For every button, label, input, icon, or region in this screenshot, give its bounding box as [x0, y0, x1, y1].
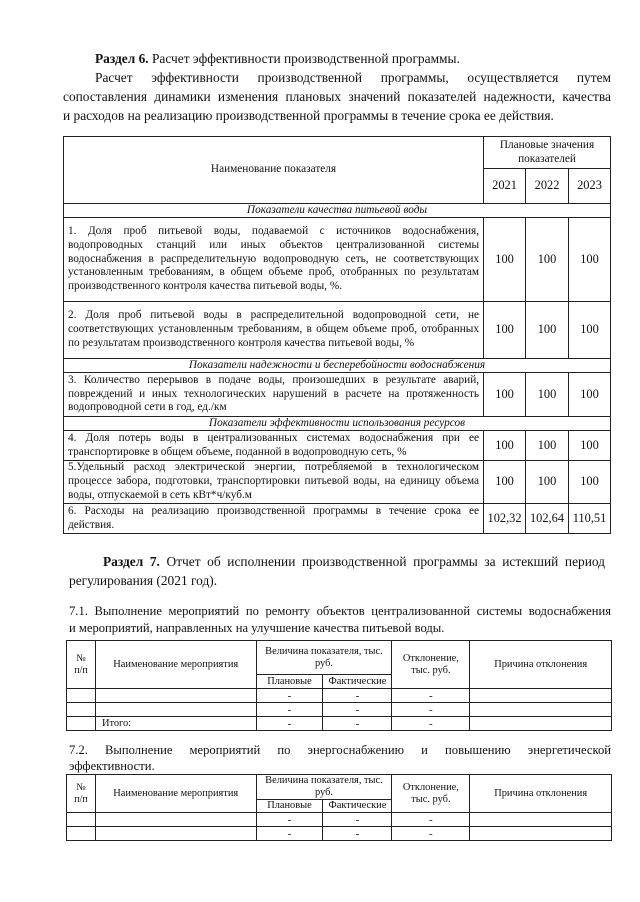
row-value: 100: [569, 373, 611, 417]
row-value: 100: [484, 461, 526, 504]
total-label: Итого:: [95, 717, 256, 731]
cell-dash: -: [323, 827, 392, 841]
header-number: № п/п: [67, 641, 96, 689]
table-row: [67, 689, 612, 703]
cell-dash: -: [392, 703, 470, 717]
row-value: 100: [484, 302, 526, 359]
cell-dash: -: [256, 717, 323, 731]
section6-line1: Расчет эффективности производственной программы, осуществляется путем: [95, 70, 611, 85]
row-value: 100: [569, 431, 611, 461]
row-indicator-text: 1. Доля проб питьевой воды, подаваемой с источников водоснабжения, водопроводных станций или иных объектов централизованной системы водоснабжения в распределительную водопроводную сеть, не соответствующих установленным требованиям, в общем объеме проб, отобранных по результатам производственного контроля качества питьевой воды, %.: [64, 218, 484, 302]
table-row: [67, 813, 612, 827]
row-value: 100: [526, 218, 569, 302]
table-row: [67, 717, 612, 731]
table-row: [64, 373, 611, 417]
header-measure-name: Наименование мероприятия: [95, 775, 256, 813]
sub72-line1: 7.2. Выполнение мероприятий по энергоснабжению и повышению энергетической: [69, 743, 611, 757]
section6-title-bold: Раздел 6.: [95, 51, 149, 66]
table-row: [64, 218, 611, 302]
table-row: [64, 461, 611, 504]
row-value: 100: [526, 431, 569, 461]
table-row: [67, 827, 612, 841]
table-row: [64, 431, 611, 461]
table-row: [64, 504, 611, 534]
header-planned: Плановые: [256, 675, 323, 689]
row-indicator-text: 6. Расходы на реализацию производственной программы в течение срока ее действия.: [64, 504, 484, 534]
table-row: [67, 703, 612, 717]
cell-dash: -: [392, 827, 470, 841]
group-title-reliability: Показатели надежности и бесперебойности водоснабжения: [64, 359, 611, 373]
table-row: [64, 302, 611, 359]
row-value: 100: [569, 302, 611, 359]
cell-dash: -: [256, 827, 323, 841]
header-value: Величина показателя, тыс. руб.: [256, 641, 392, 675]
row-value: 100: [484, 373, 526, 417]
section6-title-text: Расчет эффективности производственной программы.: [148, 51, 460, 66]
header-reason: Причина отклонения: [470, 641, 612, 689]
section6-line2: сопоставления динамики изменения плановых значений показателей надежности, качества: [63, 89, 611, 104]
section7-title-text: Отчет об исполнении производственной программы за истекший период: [159, 554, 605, 569]
cell-dash: -: [392, 717, 470, 731]
header-actual: Фактические: [323, 675, 392, 689]
header-number: № п/п: [67, 775, 96, 813]
row-value: 100: [569, 461, 611, 504]
section6-title: [95, 49, 615, 68]
row-value: 100: [526, 302, 569, 359]
row-value: 110,51: [569, 504, 611, 534]
cell-dash: -: [323, 689, 392, 703]
group-title-efficiency: Показатели эффективности использования ресурсов: [64, 417, 611, 431]
header-indicator-name: Наименование показателя: [64, 137, 484, 204]
row-indicator-text: 4. Доля потерь воды в централизованных системах водоснабжения при ее транспортировке в общем объеме, поданной в водопроводную сеть, %: [64, 431, 484, 461]
cell-dash: -: [323, 703, 392, 717]
cell-dash: -: [256, 689, 323, 703]
header-year-2023: 2023: [569, 169, 611, 204]
row-value: 100: [484, 431, 526, 461]
section6-line3: и расходов на реализацию производственной программы в течение срока ее действия.: [63, 108, 554, 123]
header-year-2022: 2022: [526, 169, 569, 204]
indicators-table: [63, 136, 611, 534]
cell-dash: -: [323, 813, 392, 827]
row-value: 100: [526, 461, 569, 504]
cell-dash: -: [392, 813, 470, 827]
header-measure-name: Наименование мероприятия: [95, 641, 256, 689]
sub71-line1: 7.1. Выполнение мероприятий по ремонту объектов централизованной системы водоснабжения: [69, 604, 611, 618]
header-deviation: Отклонение, тыс. руб.: [392, 775, 470, 813]
header-planned: Плановые: [256, 800, 323, 813]
row-value: 102,32: [484, 504, 526, 534]
section7-title-bold: Раздел 7.: [103, 554, 160, 569]
sub71-line2: и мероприятий, направленных на улучшение качества питьевой воды.: [69, 621, 445, 635]
repair-measures-table: [66, 640, 612, 731]
row-value: 102,64: [526, 504, 569, 534]
row-value: 100: [569, 218, 611, 302]
energy-measures-table: [66, 774, 612, 841]
header-value: Величина показателя, тыс. руб.: [256, 775, 392, 800]
row-indicator-text: 5.Удельный расход электрической энергии, потребляемой в технологическом процессе забора, подготовки, транспортировки питьевой воды, на единицу объема воды, отпускаемой в сеть кВт*ч/куб.м: [64, 461, 484, 504]
cell-dash: -: [256, 703, 323, 717]
header-actual: Фактические: [323, 800, 392, 813]
header-plan-values: Плановые значения показателей: [484, 137, 611, 169]
cell-dash: -: [323, 717, 392, 731]
header-reason: Причина отклонения: [470, 775, 612, 813]
row-value: 100: [526, 373, 569, 417]
cell-dash: -: [256, 813, 323, 827]
row-indicator-text: 2. Доля проб питьевой воды в распределительной водопроводной сети, не соответствующих установленным требованиям, в общем объеме проб, отобранных по результатам производственного контроля качества питьевой воды, %: [64, 302, 484, 359]
cell-dash: -: [392, 689, 470, 703]
header-deviation: Отклонение, тыс. руб.: [392, 641, 470, 689]
sub72-line2: эффективности.: [69, 759, 155, 773]
header-year-2021: 2021: [484, 169, 526, 204]
row-indicator-text: 3. Количество перерывов в подаче воды, произошедших в результате аварий, повреждений и иных технологических нарушений в расчете на протяженность водопроводной сети в год, ед./км: [64, 373, 484, 417]
group-title-quality: Показатели качества питьевой воды: [64, 204, 611, 218]
row-value: 100: [484, 218, 526, 302]
section7-title: [103, 552, 605, 571]
section7-title-line2: регулирования (2021 год).: [69, 573, 218, 588]
